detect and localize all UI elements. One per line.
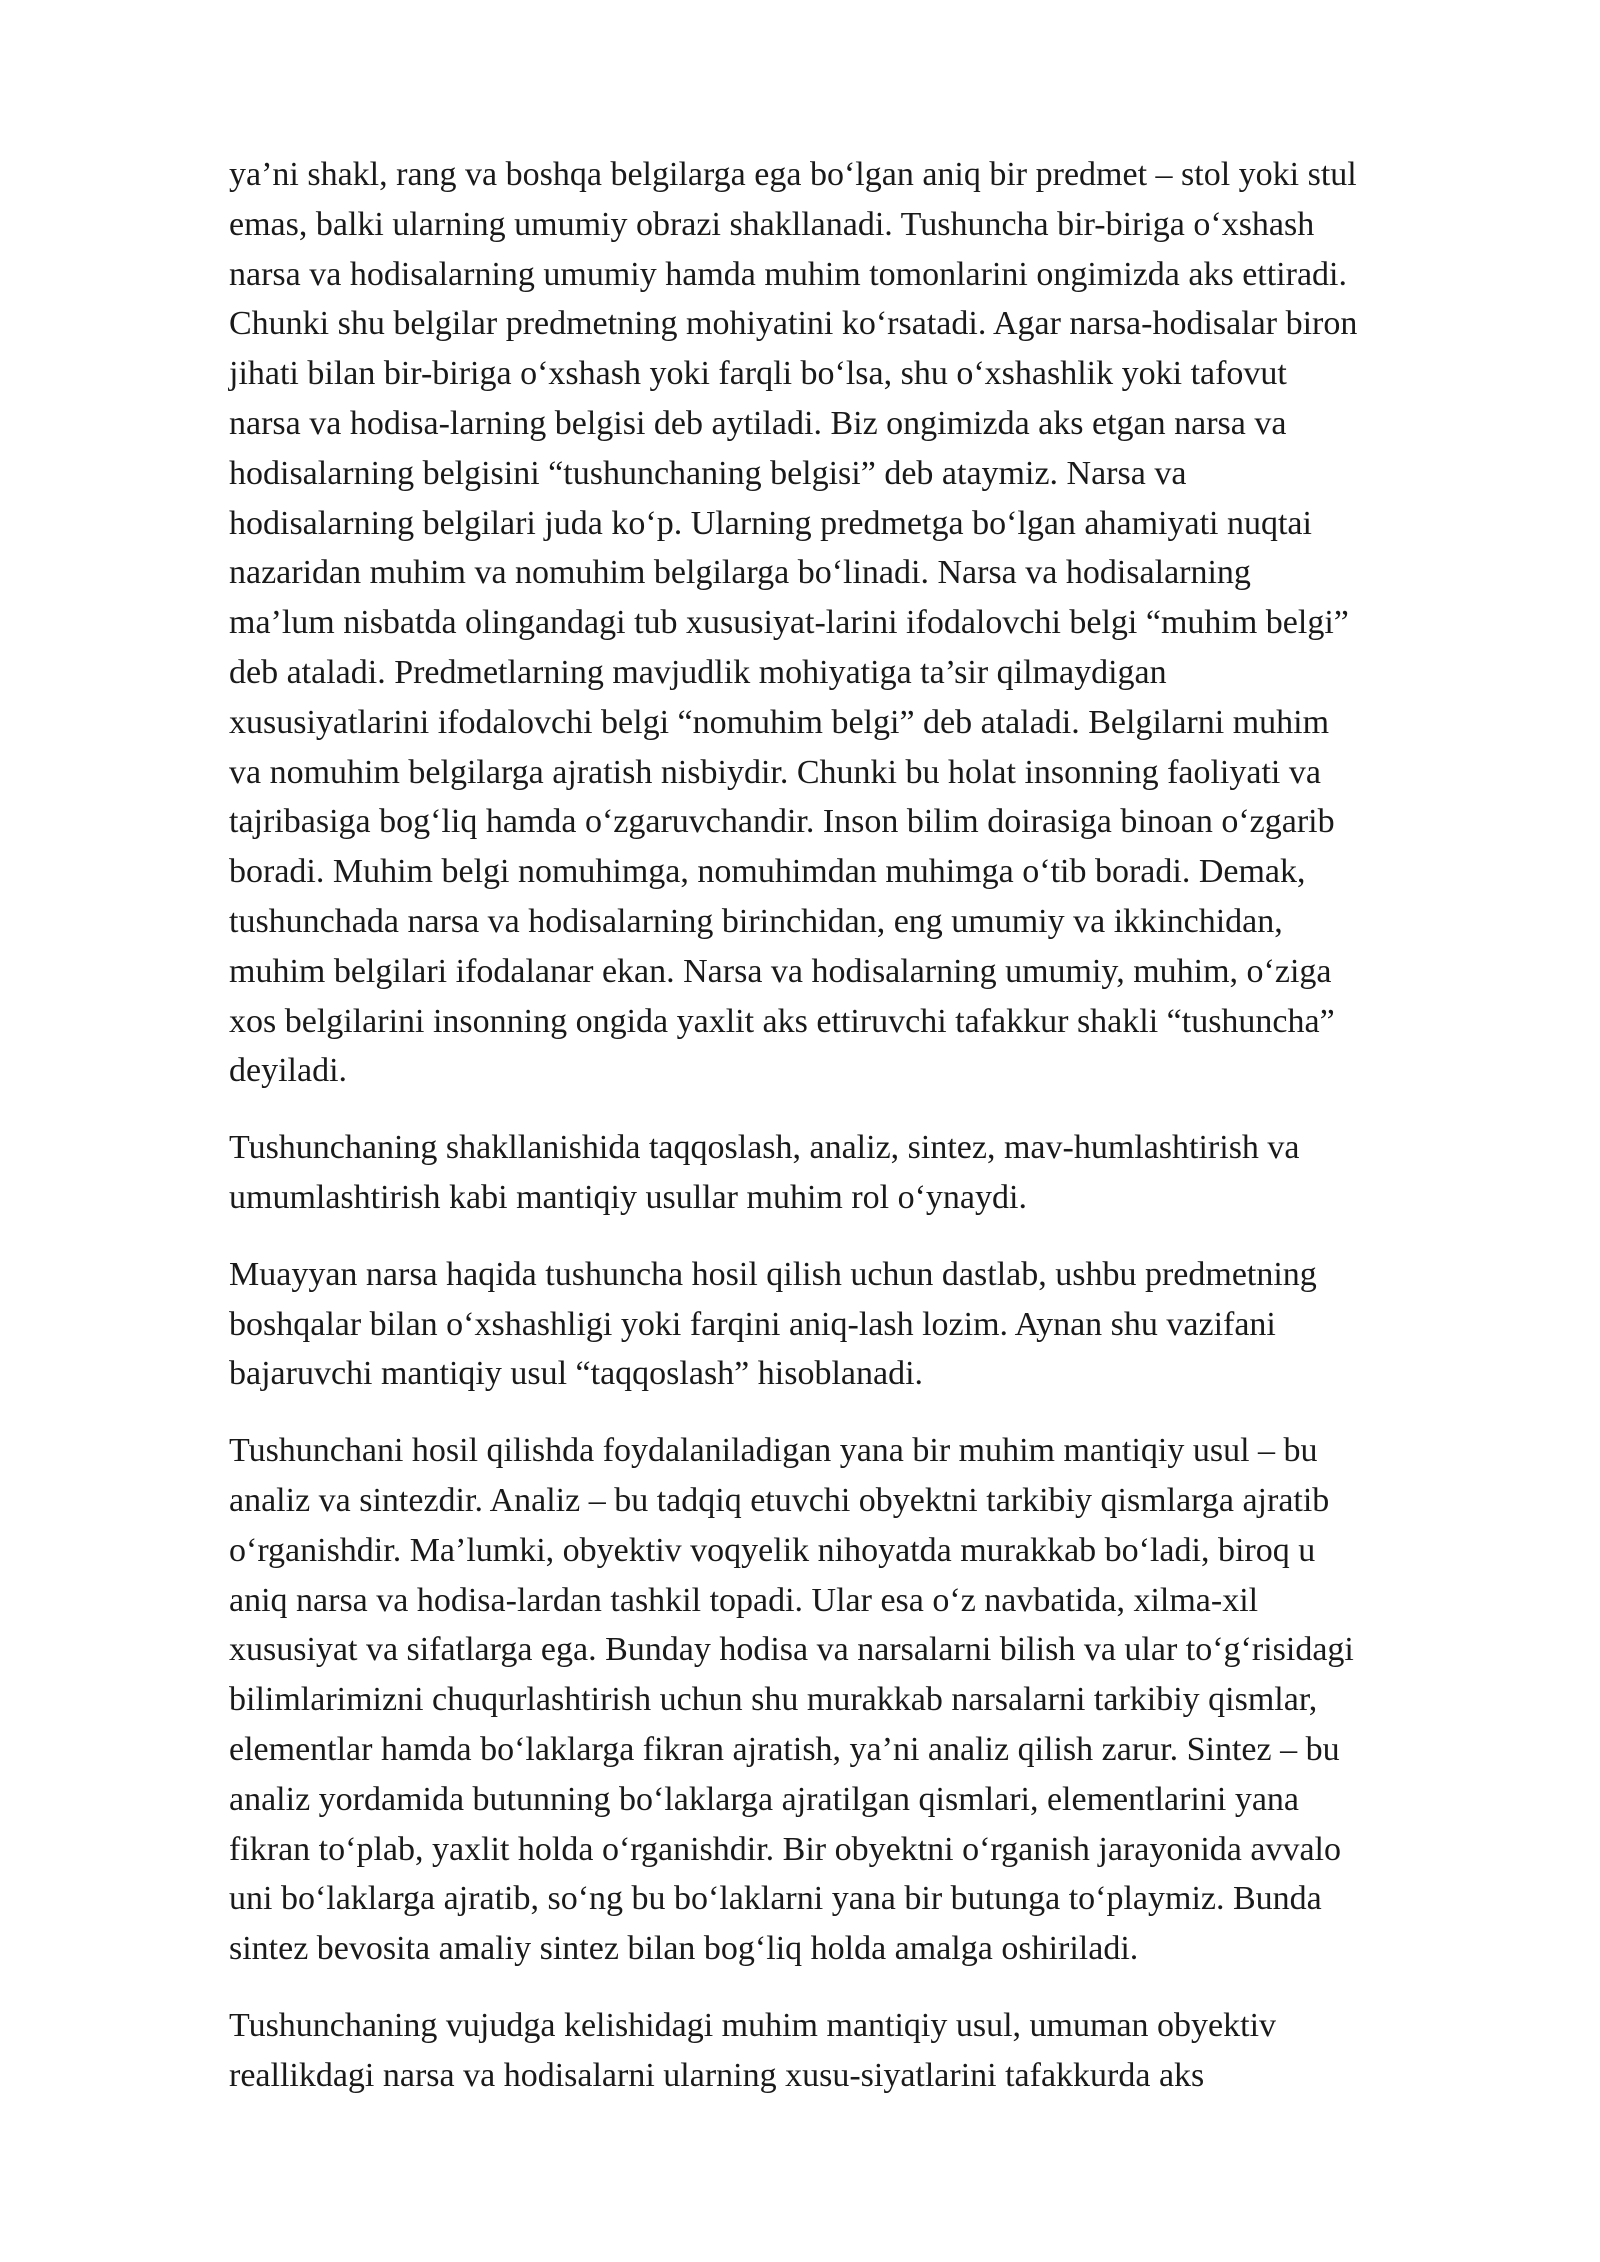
text-line: uni bo‘laklarga ajratib, so‘ng bu bo‘laklarni yana bir butunga to‘playmiz. Bunda: [229, 1880, 1322, 1918]
text-line: xususiyat va sifatlarga ega. Bunday hodisa va narsalarni bilish va ular to‘g‘risidagi: [229, 1631, 1354, 1669]
text-line: xususiyatlarini ifodalovchi belgi “nomuhim belgi” deb ataladi. Belgilarni muhim: [229, 703, 1330, 741]
text-line: ya’ni shakl, rang va boshqa belgilarga ega bo‘lgan aniq bir predmet – stol yoki stul: [229, 156, 1357, 193]
text-line: hodisalarning belgisini “tushunchaning belgisi” deb ataymiz. Narsa va: [229, 454, 1187, 492]
text-line: boradi. Muhim belgi nomuhimga, nomuhimdan muhimga o‘tib boradi. Demak,: [229, 853, 1306, 891]
text-line: bilimlarimizni chuqurlashtirish uchun shu murakkab narsalarni tarkibiy qismlar,: [229, 1681, 1318, 1719]
text-line: Tushunchani hosil qilishda foydalaniladigan yana bir muhim mantiqiy usul – bu: [229, 1432, 1318, 1470]
paragraph-1: [229, 150, 1489, 1096]
text-line: ma’lum nisbatda olingandagi tub xususiyat-larini ifodalovchi belgi “muhim belgi”: [229, 604, 1349, 642]
text-line: analiz yordamida butunning bo‘laklarga ajratilgan qismlari, elementlarini yana: [229, 1780, 1300, 1818]
text-line: deyiladi.: [229, 1052, 348, 1090]
paragraph-2: [229, 1123, 1489, 1223]
text-line: tajribasiga bog‘liq hamda o‘zgaruvchandir. Inson bilim doirasiga binoan o‘zgarib: [229, 803, 1335, 841]
paragraph-4: [229, 1426, 1489, 1974]
text-line: emas, balki ularning umumiy obrazi shakllanadi. Tushuncha bir-biriga o‘xshash: [229, 205, 1315, 243]
text-line: Muayyan narsa haqida tushuncha hosil qilish uchun dastlab, ushbu predmetning: [229, 1255, 1317, 1293]
text-line: o‘rganishdir. Ma’lumki, obyektiv voqyelik nihoyatda murakkab bo‘ladi, biroq u: [229, 1531, 1316, 1569]
text-line: aniq narsa va hodisa-lardan tashkil topadi. Ular esa o‘z navbatida, xilma-xil: [229, 1581, 1259, 1619]
document-body: [229, 150, 1489, 2127]
text-line: narsa va hodisa-larning belgisi deb aytiladi. Biz ongimizda aks etgan narsa va: [229, 404, 1287, 442]
text-line: nazaridan muhim va nomuhim belgilarga bo‘linadi. Narsa va hodisalarning: [229, 554, 1251, 592]
paragraph-3: [229, 1250, 1489, 1399]
text-line: boshqalar bilan o‘xshashligi yoki farqini aniq-lash lozim. Aynan shu vazifani: [229, 1305, 1276, 1343]
text-line: va nomuhim belgilarga ajratish nisbiydir. Chunki bu holat insonning faoliyati va: [229, 753, 1321, 791]
text-line: analiz va sintezdir. Analiz – bu tadqiq etuvchi obyektni tarkibiy qismlarga ajratib: [229, 1481, 1330, 1519]
text-line: elementlar hamda bo‘laklarga fikran ajratish, ya’ni analiz qilish zarur. Sintez – bu: [229, 1730, 1340, 1768]
text-line: Tushunchaning vujudga kelishidagi muhim mantiqiy usul, umuman obyektiv: [229, 2006, 1277, 2044]
text-line: jihati bilan bir-biriga o‘xshash yoki farqli bo‘lsa, shu o‘xshashlik yoki tafovut: [229, 355, 1287, 393]
text-line: xos belgilarini insonning ongida yaxlit aks ettiruvchi tafakkur shakli “tushuncha”: [229, 1002, 1335, 1040]
text-line: muhim belgilari ifodalanar ekan. Narsa va hodisalarning umumiy, muhim, o‘ziga: [229, 952, 1332, 990]
text-line: hodisalarning belgilari juda ko‘p. Ularning predmetga bo‘lgan ahamiyati nuqtai: [229, 504, 1312, 542]
text-line: bajaruvchi mantiqiy usul “taqqoslash” hisoblanadi.: [229, 1355, 924, 1393]
text-line: Tushunchaning shakllanishida taqqoslash, analiz, sintez, mav-humlashtirish va: [229, 1129, 1300, 1167]
text-line: sintez bevosita amaliy sintez bilan bog‘liq holda amalga oshiriladi.: [229, 1930, 1139, 1968]
text-line: umumlashtirish kabi mantiqiy usullar muhim rol o‘ynaydi.: [229, 1178, 1027, 1216]
text-line: fikran to‘plab, yaxlit holda o‘rganishdir. Bir obyektni o‘rganish jarayonida avvalo: [229, 1830, 1341, 1868]
paragraph-5: [229, 2001, 1489, 2101]
text-line: narsa va hodisalarning umumiy hamda muhim tomonlarini ongimizda aks ettiradi.: [229, 255, 1347, 293]
text-line: tushunchada narsa va hodisalarning birinchidan, eng umumiy va ikkinchidan,: [229, 902, 1283, 940]
text-line: deb ataladi. Predmetlarning mavjudlik mohiyatiga ta’sir qilmaydigan: [229, 653, 1167, 691]
text-line: Chunki shu belgilar predmetning mohiyatini ko‘rsatadi. Agar narsa-hodisalar biron: [229, 305, 1358, 343]
text-line: reallikdagi narsa va hodisalarni ularning xusu-siyatlarini tafakkurda aks: [229, 2056, 1205, 2094]
